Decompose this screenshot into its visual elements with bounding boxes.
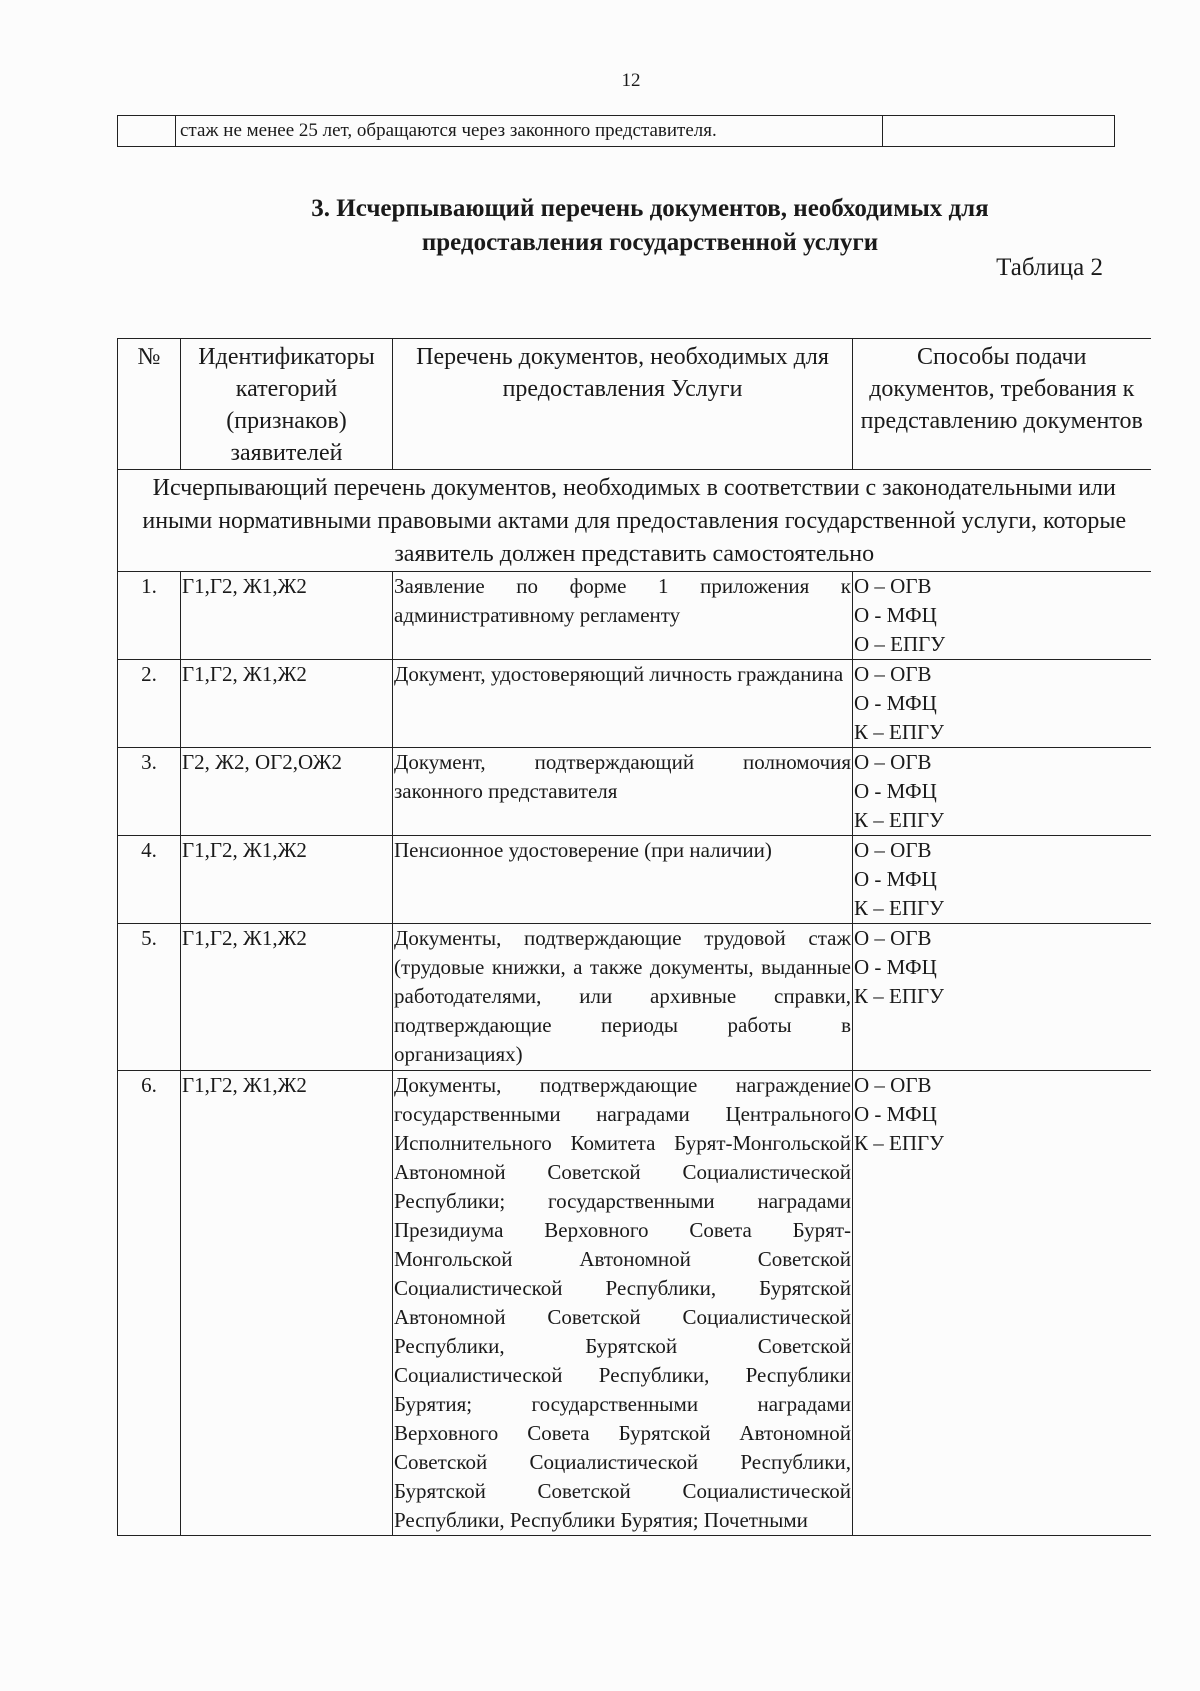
table-cell-text: стаж не менее 25 лет, обращаются через законного представителя. [176,116,883,147]
row-doc: Пенсионное удостоверение (при наличии) [393,836,853,924]
row-methods [853,924,1151,1071]
method-item: К – ЕПГУ [854,1131,945,1155]
method-item: О – ОГВ [854,662,932,686]
table-row [118,748,1151,836]
method-item: О – ОГВ [854,838,932,862]
row-doc: Документ, подтверждающий полномочия законного представителя [393,748,853,836]
method-item: О - МФЦ [854,1102,937,1126]
table-row [118,836,1151,924]
row-ids: Г1,Г2, Ж1,Ж2 [181,660,393,748]
row-ids: Г1,Г2, Ж1,Ж2 [181,924,393,1071]
table-cell-num [118,116,176,147]
section-heading-line-2: предоставления государственной услуги [421,229,879,256]
row-num: 6. [118,1071,181,1536]
row-num: 3. [118,748,181,836]
table-section-row [118,470,1151,572]
previous-table-continuation [117,115,1115,147]
method-item: О - МФЦ [854,867,937,891]
table-row [118,1071,1151,1536]
row-num: 5. [118,924,181,1071]
method-item: О - МФЦ [854,603,937,627]
method-item: О – ОГВ [854,926,932,950]
row-ids: Г2, Ж2, ОГ2,ОЖ2 [181,748,393,836]
section-heading-line-1: 3. Исчерпывающий перечень документов, необходимых для [311,195,989,222]
method-item: О – ОГВ [854,750,932,774]
table-row [118,660,1151,748]
table-caption: Таблица 2 [996,254,1103,281]
method-item: К – ЕПГУ [854,896,945,920]
section-heading [0,192,1200,260]
row-methods [853,1071,1151,1536]
row-methods [853,836,1151,924]
row-doc: Документ, удостоверяющий личность гражданина [393,660,853,748]
table-row [118,116,1115,147]
row-ids: Г1,Г2, Ж1,Ж2 [181,1071,393,1536]
method-item: О - МФЦ [854,691,937,715]
method-item: К – ЕПГУ [854,720,945,744]
table-cell-empty [883,116,1115,147]
method-item: О – ОГВ [854,1073,932,1097]
section-row-text: Исчерпывающий перечень документов, необходимых в соответствии с законодательными или иными нормативными правовыми актами для предоставления государственной услуги, которые заявитель должен представить самостоятельно [118,470,1151,572]
method-item: О - МФЦ [854,955,937,979]
table-row [118,572,1151,660]
row-methods [853,660,1151,748]
method-item: О – ЕПГУ [854,632,946,656]
row-methods [853,572,1151,660]
documents-table [117,338,1151,1536]
method-item: К – ЕПГУ [854,808,945,832]
table-header-row [118,339,1151,470]
row-ids: Г1,Г2, Ж1,Ж2 [181,572,393,660]
row-doc: Заявление по форме 1 приложения к административному регламенту [393,572,853,660]
row-doc: Документы, подтверждающие награждение государственными наградами Центрального Исполнительного Комитета Бурят-Монгольской Автономной Советской Социалистической Республики; государственными наградами Президиума Верховного Совета Бурят-Монгольской Автономной Советской Социалистической Республики, Бурятской Автономной Советской Социалистической Республики, Бурятской Советской Социалистической Республики, Республики Бурятия; государственными наградами Верховного Совета Бурятской Автономной Советской Социалистической Республики, Бурятской Советской Социалистической Республики, Республики Бурятия; Почетными [393,1071,853,1536]
header-ids: Идентификаторы категорий (признаков) заявителей [181,339,393,470]
table-row [118,924,1151,1071]
page-number: 12 [621,70,641,91]
row-num: 2. [118,660,181,748]
method-item: К – ЕПГУ [854,984,945,1008]
row-methods [853,748,1151,836]
method-item: О - МФЦ [854,779,937,803]
row-num: 4. [118,836,181,924]
header-num: № [118,339,181,470]
row-doc: Документы, подтверждающие трудовой стаж (трудовые книжки, а также документы, выданные работодателями, или архивные справки, подтверждающие периоды работы в организациях) [393,924,853,1071]
header-docs: Перечень документов, необходимых для предоставления Услуги [393,339,853,470]
row-ids: Г1,Г2, Ж1,Ж2 [181,836,393,924]
header-methods: Способы подачи документов, требования к представлению документов [853,339,1151,470]
method-item: О – ОГВ [854,574,932,598]
row-num: 1. [118,572,181,660]
